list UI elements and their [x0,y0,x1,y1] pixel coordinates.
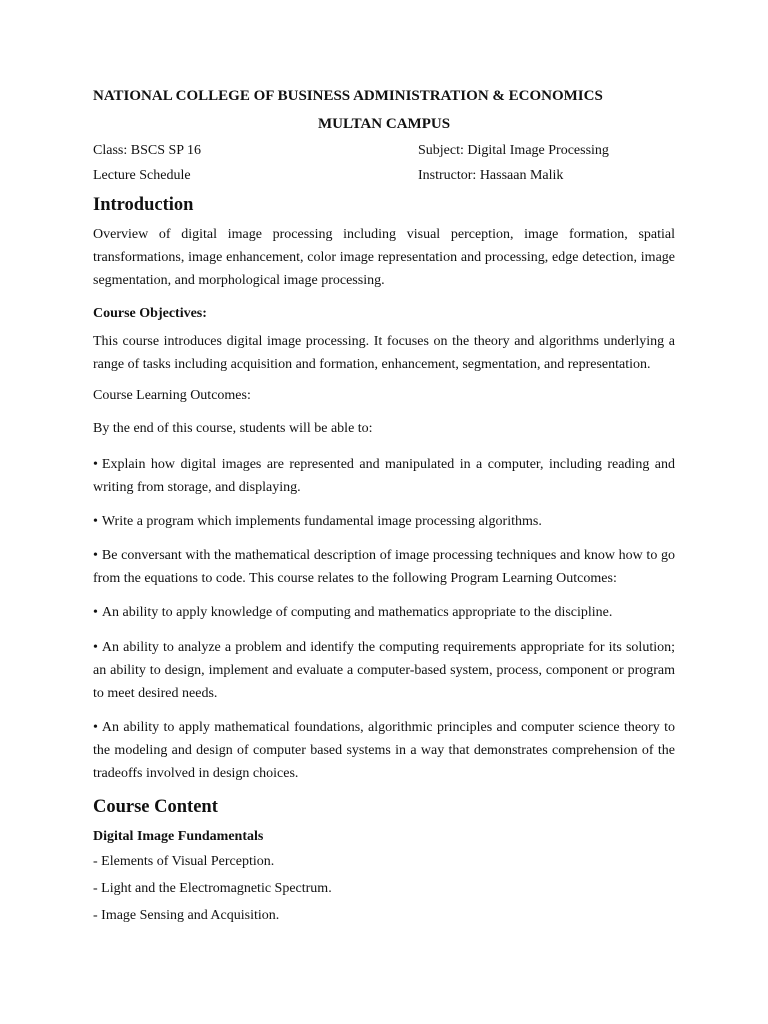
bullet-item [93,544,675,590]
bullet-symbol: • [93,605,98,620]
bullet-text: Write a program which implements fundamental image processing algorithms. [101,514,542,529]
bullet-item [93,510,675,533]
instructor-label: Instructor: Hassaan Malik [418,168,564,183]
bullet-text: Be conversant with the mathematical description of image processing techniques and know how to go from the equations to code. This course relates to the following Program Learning Outcomes: [93,548,675,586]
introduction-heading: Introduction [93,195,194,215]
bullet-symbol: • [93,640,98,655]
bullet-symbol: • [93,548,98,563]
introduction-text: Overview of digital image processing including visual perception, image formation, spatial transformations, image enhancement, color image representation and processing, edge detection, image segmentation, and morphological image processing. [93,227,675,288]
bullet-text: An ability to analyze a problem and identify the computing requirements appropriate for its solution; an ability to design, implement and evaluate a computer-based system, process, component or program to meet desired needs. [93,640,675,701]
bullet-text: Explain how digital images are represented and manipulated in a computer, including reading and writing from storage, and displaying. [93,457,675,495]
learning-outcomes-intro: By the end of this course, students will be able to: [93,421,373,436]
list-item: - Elements of Visual Perception. [93,854,275,869]
subject-label: Subject: Digital Image Processing [418,143,609,158]
course-objectives-heading: Course Objectives: [93,306,207,321]
class-label: Class: BSCS SP 16 [93,143,202,158]
bullet-item [93,453,675,499]
bullet-text: An ability to apply knowledge of computing and mathematics appropriate to the discipline. [101,605,613,620]
lecture-schedule-label: Lecture Schedule [93,168,191,183]
bullet-item [93,716,675,785]
bullet-symbol: • [93,514,98,529]
list-item: - Light and the Electromagnetic Spectrum. [93,881,332,896]
course-objectives-text: This course introduces digital image processing. It focuses on the theory and algorithms underlying a range of tasks including acquisition and formation, enhancement, segmentation, and representation. [93,334,675,372]
bullet-text: An ability to apply mathematical foundations, algorithmic principles and computer science theory to the modeling and design of computer based systems in a way that demonstrates comprehension of the tradeoffs involved in design choices. [93,720,675,781]
college-name: NATIONAL COLLEGE OF BUSINESS ADMINISTRATION & ECONOMICS [93,88,603,104]
section-heading: Digital Image Fundamentals [93,829,264,844]
learning-outcomes-heading: Course Learning Outcomes: [93,388,251,403]
bullet-item [93,601,675,624]
campus-name: MULTAN CAMPUS [317,116,451,132]
bullet-item [93,636,675,705]
course-content-heading: Course Content [93,797,218,817]
list-item: - Image Sensing and Acquisition. [93,908,280,923]
bullet-symbol: • [93,457,98,472]
bullet-symbol: • [93,720,98,735]
